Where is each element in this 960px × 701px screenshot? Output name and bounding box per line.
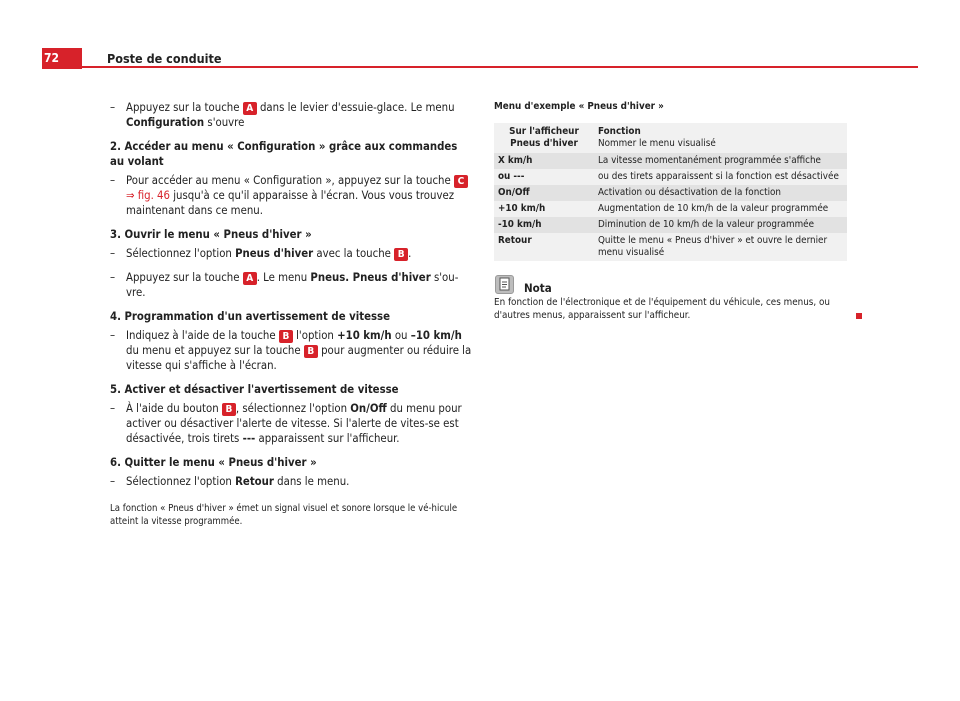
section-title: 4. Programmation d'un avertissement de vitesse bbox=[110, 310, 391, 323]
table-cell-function: La vitesse momentanément programmée s'affiche bbox=[594, 153, 847, 169]
list-item: – Sélectionnez l'option Pneus d'hiver avec la touche B . bbox=[110, 247, 412, 260]
list-item: – À l'aide du bouton B , sélectionnez l'option On/Off du menu pour activer ou désactiver l'alerte de vitesse. Si l'alerte de vites-se est désactivée, trois tirets --- apparaissent sur l'afficheur. bbox=[110, 402, 462, 445]
table-row bbox=[494, 217, 847, 233]
bullet-dash: – bbox=[110, 247, 116, 260]
list-item: – Appuyez sur la touche A dans le levier d'essuie-glace. Le menu Configuration s'ouvre bbox=[110, 101, 455, 129]
table-cell-function: Quitte le menu « Pneus d'hiver » et ouvre le dernier menu visualisé bbox=[594, 233, 847, 261]
table-header-function-sub: Nommer le menu visualisé bbox=[598, 138, 716, 149]
bullet-dash: – bbox=[110, 402, 116, 415]
key-label: A bbox=[243, 102, 257, 115]
figure-link[interactable]: ⇒ fig. 46 bbox=[126, 189, 170, 202]
note-icon bbox=[495, 275, 514, 294]
bullet-dash: – bbox=[110, 329, 116, 342]
page-header bbox=[0, 0, 960, 70]
table-row bbox=[494, 169, 847, 185]
table-cell-display: Retour bbox=[494, 233, 594, 261]
section-title: 5. Activer et désactiver l'avertissement de vitesse bbox=[110, 383, 399, 396]
table-cell-display: ou --- bbox=[494, 169, 594, 185]
key-label: B bbox=[222, 403, 236, 416]
table-header-row bbox=[494, 123, 847, 153]
note-title: Nota bbox=[524, 281, 552, 295]
table-cell-display: -10 km/h bbox=[494, 217, 594, 233]
table-header-function bbox=[594, 123, 847, 153]
note-box bbox=[494, 275, 850, 322]
left-column bbox=[110, 100, 472, 528]
key-label: B bbox=[304, 345, 318, 358]
table-cell-function: Diminution de 10 km/h de la valeur programmée bbox=[594, 217, 847, 233]
table-cell-display: On/Off bbox=[494, 185, 594, 201]
section-title: 3. Ouvrir le menu « Pneus d'hiver » bbox=[110, 228, 312, 241]
right-column bbox=[494, 99, 850, 322]
list-item: – Pour accéder au menu « Configuration », appuyez sur la touche C ⇒ fig. 46 jusqu'à ce qu'il apparaisse à l'écran. Vous vous trouvez maintenant dans ce menu. bbox=[110, 173, 472, 218]
table-cell-function: Augmentation de 10 km/h de la valeur programmée bbox=[594, 201, 847, 217]
table-title: Menu d'exemple « Pneus d'hiver » bbox=[494, 101, 664, 112]
list-item: – Sélectionnez l'option Retour dans le menu. bbox=[110, 475, 350, 488]
table-cell-display: X km/h bbox=[494, 153, 594, 169]
section-title: 2. Accéder au menu « Configuration » grâce aux commandes au volant bbox=[110, 140, 458, 168]
key-label: A bbox=[243, 272, 257, 285]
table-cell-display: +10 km/h bbox=[494, 201, 594, 217]
bullet-dash: – bbox=[110, 271, 116, 284]
table-row bbox=[494, 153, 847, 169]
table-header-function-title: Fonction bbox=[598, 126, 641, 137]
bullet-dash: – bbox=[110, 101, 116, 114]
footnote: La fonction « Pneus d'hiver » émet un signal visuel et sonore lorsque le vé-hicule atteint la vitesse programmée. bbox=[110, 503, 458, 527]
end-of-section-mark bbox=[856, 313, 862, 319]
table-cell-function: ou des tirets apparaissent si la fonction est désactivée bbox=[594, 169, 847, 185]
key-label: B bbox=[279, 330, 293, 343]
key-label: B bbox=[394, 248, 408, 261]
table-row bbox=[494, 201, 847, 217]
menu-table bbox=[494, 123, 847, 261]
bullet-dash: – bbox=[110, 174, 116, 187]
table-header-display: Sur l'afficheur Pneus d'hiver bbox=[494, 123, 594, 153]
note-text: En fonction de l'électronique et de l'équipement du véhicule, ces menus, ou d'autres menus, apparaissent sur l'afficheur. bbox=[494, 297, 830, 321]
list-item: – Appuyez sur la touche A . Le menu Pneus. Pneus d'hiver s'ou-vre. bbox=[110, 271, 459, 299]
key-label: C bbox=[454, 175, 468, 188]
bullet-dash: – bbox=[110, 475, 116, 488]
page-number: 72 bbox=[42, 48, 82, 69]
chapter-title: Poste de conduite bbox=[107, 51, 222, 66]
table-cell-function: Activation ou désactivation de la fonction bbox=[594, 185, 847, 201]
header-divider bbox=[82, 66, 918, 68]
section-title: 6. Quitter le menu « Pneus d'hiver » bbox=[110, 456, 317, 469]
table-row bbox=[494, 233, 847, 261]
table-row bbox=[494, 185, 847, 201]
list-item: – Indiquez à l'aide de la touche B l'option +10 km/h ou –10 km/h du menu et appuyez sur la touche B pour augmenter ou réduire la vitesse qui s'affiche à l'écran. bbox=[110, 329, 472, 372]
